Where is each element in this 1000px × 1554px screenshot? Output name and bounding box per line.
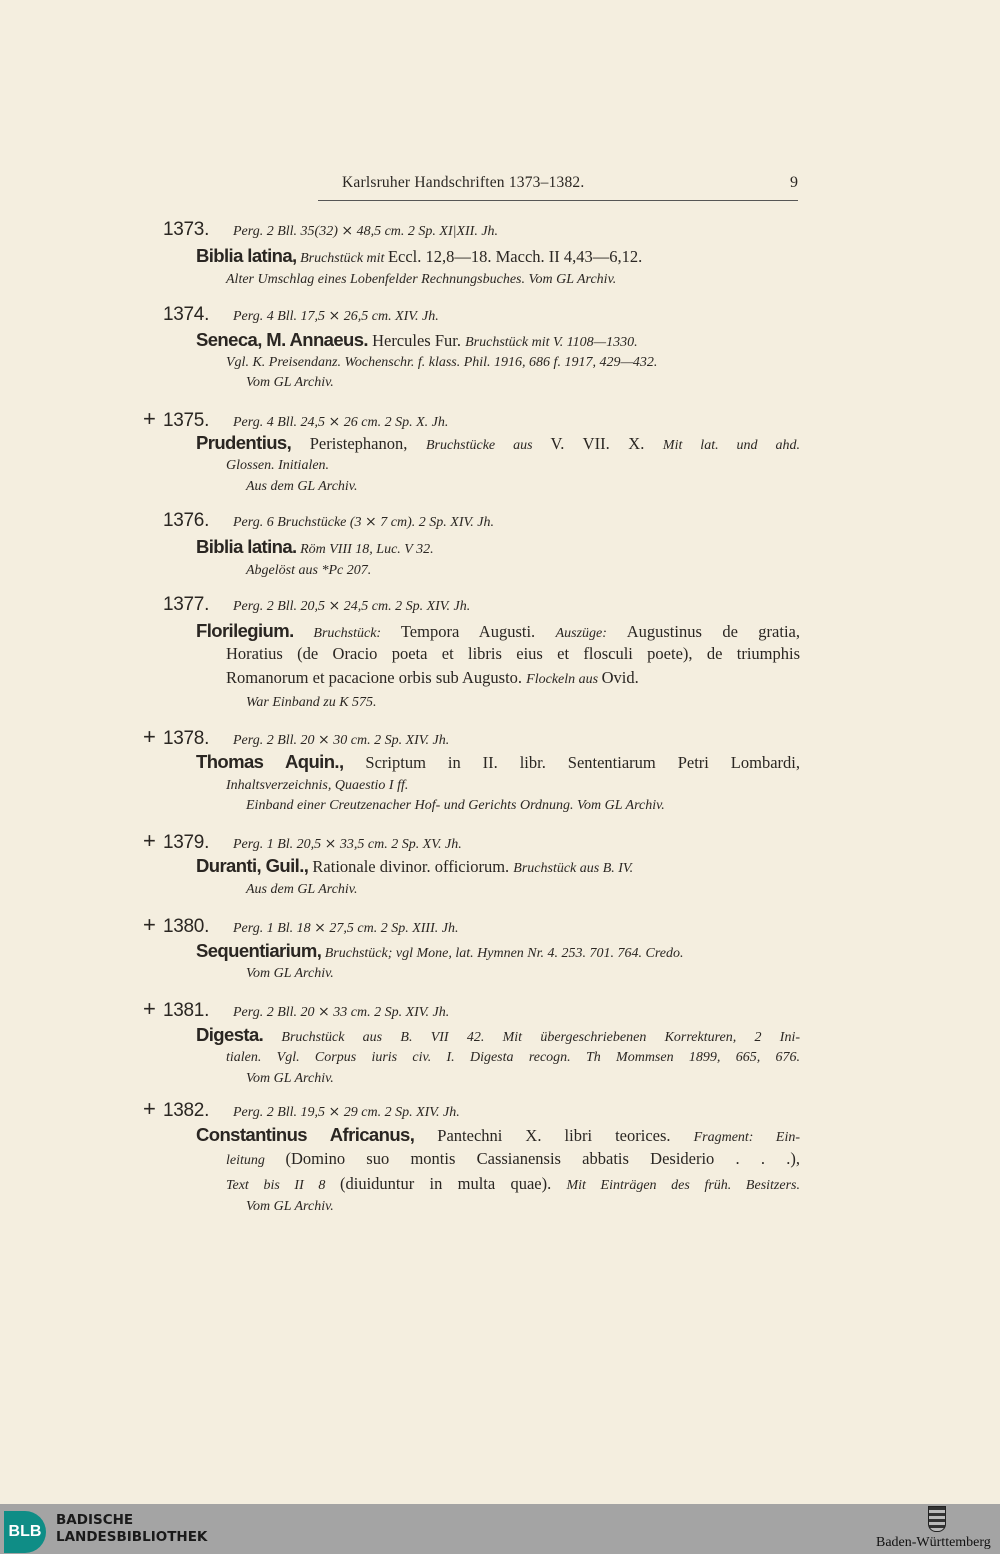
- author-title: Florilegium.: [196, 620, 294, 641]
- lost-marker: +: [143, 724, 156, 749]
- provenance-note: [246, 1070, 334, 1086]
- author-title: Seneca, M. Annaeus.: [196, 329, 368, 350]
- entry-header-line: [143, 1098, 460, 1120]
- provenance-note: [246, 797, 665, 813]
- entry-title-line: [196, 622, 800, 641]
- physical-description: Perg. 2 Bll. 20 ⨯ 30 cm. 2 Sp. XIV. Jh.: [233, 733, 450, 748]
- blb-logo[interactable]: BLB: [4, 1511, 46, 1553]
- physical-description: Perg. 2 Bll. 19,5 ⨯ 29 cm. 2 Sp. XIV. Jh.: [233, 1105, 460, 1120]
- lost-marker: +: [143, 406, 156, 431]
- author-title: Constantinus Africanus,: [196, 1124, 415, 1145]
- roman-text: Peristephanon,: [291, 434, 426, 453]
- italic-annotation: Mit lat. und ahd.: [662, 438, 800, 453]
- lost-marker: +: [143, 912, 156, 937]
- italic-annotation: Bruchstück aus B. VII 42. Mit übergeschriebenen Korrekturen, 2 Ini-: [263, 1030, 800, 1045]
- roman-text: Pantechni X. libri teorices.: [414, 1126, 694, 1145]
- italic-annotation: Aus dem GL Archiv.: [246, 479, 358, 494]
- roman-text: V. VII. X.: [550, 434, 663, 453]
- entry-title-line: [196, 538, 434, 557]
- lost-marker: +: [143, 996, 156, 1021]
- italic-annotation: Bruchstück mit: [296, 251, 388, 266]
- continuation-line: [226, 1049, 800, 1065]
- entry-header-line: [143, 511, 494, 530]
- provenance-note: [246, 562, 371, 578]
- continuation-line: [226, 670, 639, 687]
- italic-annotation: Alter Umschlag eines Lobenfelder Rechnungsbuches. Vom GL Archiv.: [226, 272, 617, 287]
- provenance-note: [246, 478, 357, 494]
- italic-annotation: Vom GL Archiv.: [246, 1199, 334, 1214]
- physical-description: Perg. 1 Bl. 20,5 ⨯ 33,5 cm. 2 Sp. XV. Jh.: [233, 837, 462, 852]
- shelfmark-number: 1375.: [163, 410, 210, 431]
- author-title: Prudentius,: [196, 432, 292, 453]
- author-title: Biblia latina,: [196, 245, 297, 266]
- physical-description: Perg. 4 Bll. 24,5 ⨯ 26 cm. 2 Sp. X. Jh.: [233, 415, 449, 430]
- physical-description: Perg. 4 Bll. 17,5 ⨯ 26,5 cm. XIV. Jh.: [233, 309, 439, 324]
- roman-text: (Domino suo montis Cassianensis abbatis Desiderio . . .),: [285, 1149, 800, 1168]
- italic-annotation: Flockeln aus: [526, 672, 602, 687]
- entry-header-line: [143, 830, 462, 852]
- lost-marker: +: [143, 828, 156, 853]
- italic-annotation: Bruchstück mit V. 1108—1330.: [465, 335, 638, 350]
- entry-header-line: [143, 220, 498, 239]
- continuation-line: [226, 354, 657, 370]
- roman-text: Ovid.: [601, 668, 639, 687]
- physical-description: Perg. 6 Bruchstücke (3 ⨯ 7 cm). 2 Sp. XIV. Jh.: [233, 515, 494, 530]
- entry-header-line: [143, 408, 448, 430]
- author-title: Biblia latina.: [196, 536, 297, 557]
- page-number: 9: [790, 174, 798, 191]
- italic-annotation: Vgl. K. Preisendanz. Wochenschr. f. klass. Phil. 1916, 686 f. 1917, 429—432.: [226, 355, 658, 370]
- italic-annotation: Vom GL Archiv.: [246, 1071, 334, 1086]
- shelfmark-number: 1374.: [163, 304, 210, 325]
- provenance-note: [246, 965, 334, 981]
- italic-annotation: Inhaltsverzeichnis, Quaestio I ff.: [226, 778, 409, 793]
- roman-text: Horatius (de Oracio poeta et libris eius et flosculi poete), de triumphis: [226, 644, 800, 663]
- author-title: Digesta.: [196, 1024, 264, 1045]
- roman-text: Augustinus de gratia,: [626, 622, 800, 641]
- entry-header-line: [143, 305, 439, 324]
- entry-title-line: [196, 753, 800, 772]
- italic-annotation: War Einband zu K 575.: [246, 695, 377, 710]
- library-name-line2: LANDESBIBLIOTHEK: [56, 1529, 208, 1545]
- roman-text: Rationale divinor. officiorum.: [308, 857, 514, 876]
- lost-marker: +: [143, 1096, 156, 1121]
- continuation-line: [226, 1176, 800, 1193]
- provenance-note: [246, 374, 334, 390]
- italic-annotation: Röm VIII 18, Luc. V 32.: [296, 542, 434, 557]
- shelfmark-number: 1381.: [163, 1000, 210, 1021]
- running-header: [318, 174, 798, 201]
- roman-text: Scriptum in II. libr. Sententiarum Petri Lombardi,: [343, 753, 800, 772]
- shelfmark-number: 1382.: [163, 1100, 210, 1121]
- state-label: Baden-Württemberg: [876, 1535, 991, 1550]
- provenance-note: [246, 694, 377, 710]
- italic-annotation: Bruchstück:: [293, 626, 401, 641]
- entry-title-line: [196, 942, 684, 961]
- italic-annotation: Vom GL Archiv.: [246, 966, 334, 981]
- continuation-line: [226, 777, 408, 793]
- running-title: Karlsruher Handschriften 1373–1382.: [342, 174, 585, 191]
- entry-header-line: [143, 998, 449, 1020]
- physical-description: Perg. 2 Bll. 20,5 ⨯ 24,5 cm. 2 Sp. XIV. Jh.: [233, 599, 471, 614]
- italic-annotation: Bruchstück aus B. IV.: [513, 861, 634, 876]
- continuation-line: [226, 457, 329, 473]
- shelfmark-number: 1376.: [163, 510, 210, 531]
- shelfmark-number: 1373.: [163, 219, 210, 240]
- entry-title-line: [196, 1026, 800, 1045]
- entry-title-line: [196, 857, 633, 876]
- continuation-line: [226, 271, 616, 287]
- physical-description: Perg. 1 Bl. 18 ⨯ 27,5 cm. 2 Sp. XIII. Jh.: [233, 921, 459, 936]
- roman-text: Romanorum et pacacione orbis sub Augusto.: [226, 668, 527, 687]
- italic-annotation: Vom GL Archiv.: [246, 375, 334, 390]
- italic-annotation: Aus dem GL Archiv.: [246, 882, 358, 897]
- continuation-line: [226, 1151, 800, 1168]
- italic-annotation: leitung: [226, 1153, 286, 1168]
- italic-annotation: Mit Einträgen des früh. Besitzers.: [566, 1178, 800, 1193]
- continuation-line: [226, 646, 800, 663]
- coat-of-arms-icon: [928, 1506, 946, 1532]
- author-title: Thomas Aquin.,: [196, 751, 344, 772]
- physical-description: Perg. 2 Bll. 20 ⨯ 33 cm. 2 Sp. XIV. Jh.: [233, 1005, 450, 1020]
- shelfmark-number: 1378.: [163, 728, 210, 749]
- roman-text: Tempora Augusti.: [400, 622, 556, 641]
- italic-annotation: Abgelöst aus *Pc 207.: [246, 563, 372, 578]
- roman-text: Eccl. 12,8—18. Macch. II 4,43—6,12.: [387, 247, 643, 266]
- italic-annotation: Glossen. Initialen.: [226, 458, 330, 473]
- italic-annotation: Fragment: Ein-: [693, 1130, 800, 1145]
- entry-header-line: [143, 595, 470, 614]
- library-name-line1: BADISCHE: [56, 1512, 134, 1528]
- italic-annotation: Auszüge:: [555, 626, 627, 641]
- author-title: Sequentiarium,: [196, 940, 322, 961]
- provenance-note: [246, 1198, 334, 1214]
- shelfmark-number: 1377.: [163, 594, 210, 615]
- entry-title-line: [196, 434, 800, 453]
- provenance-note: [246, 881, 357, 897]
- entry-header-line: [143, 914, 458, 936]
- roman-text: (diuiduntur in multa quae).: [340, 1174, 567, 1193]
- roman-text: Hercules Fur.: [367, 331, 466, 350]
- entry-title-line: [196, 331, 638, 350]
- physical-description: Perg. 2 Bll. 35(32) ⨯ 48,5 cm. 2 Sp. XI|XII. Jh.: [233, 224, 499, 239]
- italic-annotation: tialen. Vgl. Corpus iuris civ. I. Digesta recogn. Th Mommsen 1899, 665, 676.: [226, 1050, 800, 1065]
- footer-bar: [0, 1504, 1000, 1554]
- shelfmark-number: 1380.: [163, 916, 210, 937]
- italic-annotation: Text bis II 8: [226, 1178, 341, 1193]
- shelfmark-number: 1379.: [163, 832, 210, 853]
- author-title: Duranti, Guil.,: [196, 855, 309, 876]
- entry-title-line: [196, 247, 642, 266]
- italic-annotation: Bruchstücke aus: [425, 438, 551, 453]
- entry-title-line: [196, 1126, 800, 1145]
- italic-annotation: Bruchstück; vgl Mone, lat. Hymnen Nr. 4. 253. 701. 764. Credo.: [321, 946, 684, 961]
- entry-header-line: [143, 726, 449, 748]
- italic-annotation: Einband einer Creutzenacher Hof- und Gerichts Ordnung. Vom GL Archiv.: [246, 798, 665, 813]
- library-name: [56, 1512, 207, 1546]
